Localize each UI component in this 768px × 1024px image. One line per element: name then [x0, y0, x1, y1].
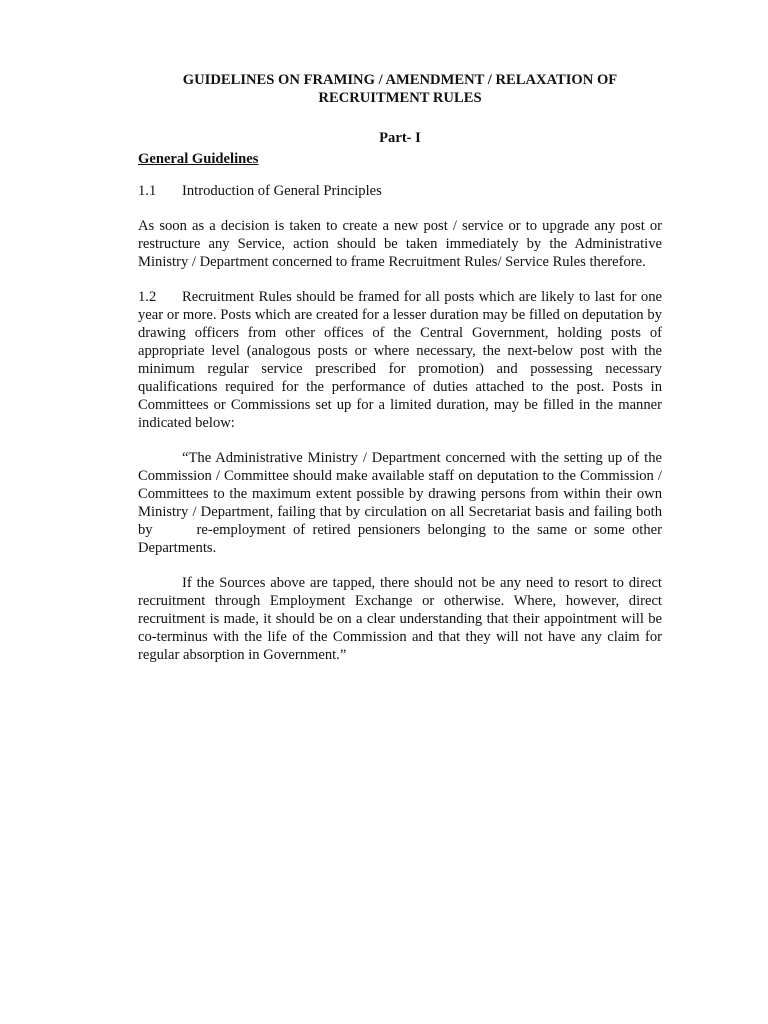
document-page — [138, 71, 666, 664]
document-title — [138, 71, 662, 107]
part-heading: Part- I — [379, 130, 421, 146]
title-line-2: RECRUITMENT RULES — [318, 90, 482, 106]
quoted-paragraph-2: If the Sources above are tapped, there should not be any need to resort to direct recruitment through Employment Exchange or otherwise. Where, however, direct recruitment is made, it should be on a clear understanding that their appointment will be co-terminus with the life of the Commission and that they will not have any claim for regular absorption in Government.” — [138, 575, 662, 663]
paragraph-1-2-text: Recruitment Rules should be framed for all posts which are likely to last for one year or more. Posts which are created for a lesser duration may be filled on deputation by drawing officers from other offices of the Central Government, holding posts of appropriate level (analogous posts or where necessary, the next-below post with the minimum regular service prescribed for promotion) and possessing necessary qualifications required for the performance of duties attached to the post. Posts in Committees or Commissions set up for a limited duration, may be filled in the manner indicated below: — [138, 289, 662, 431]
subsection-heading — [138, 182, 662, 200]
subsection-number: 1.1 — [138, 183, 157, 199]
intro-paragraph: As soon as a decision is taken to create a new post / service or to upgrade any post or restructure any Service, action should be taken immediately by the Administrative Ministry / Department concerned to frame Recruitment Rules/ Service Rules therefore. — [138, 218, 662, 270]
paragraph-1-2 — [138, 288, 662, 432]
paragraph-number: 1.2 — [138, 289, 157, 305]
title-line-1: GUIDELINES ON FRAMING / AMENDMENT / RELAXATION OF — [182, 72, 618, 88]
section-heading: General Guidelines — [138, 151, 259, 167]
subsection-title: Introduction of General Principles — [182, 183, 382, 199]
quoted-paragraph-1: “The Administrative Ministry / Department concerned with the setting up of the Commission / Committee should make available staff on deputation to the Commission / Committees to the maximum extent possible by drawing persons from within their own Ministry / Department, failing that by circulation on all Secretariat basis and failing both by re-employment of retired pensioners belonging to the same or some other Departments. — [138, 450, 666, 556]
